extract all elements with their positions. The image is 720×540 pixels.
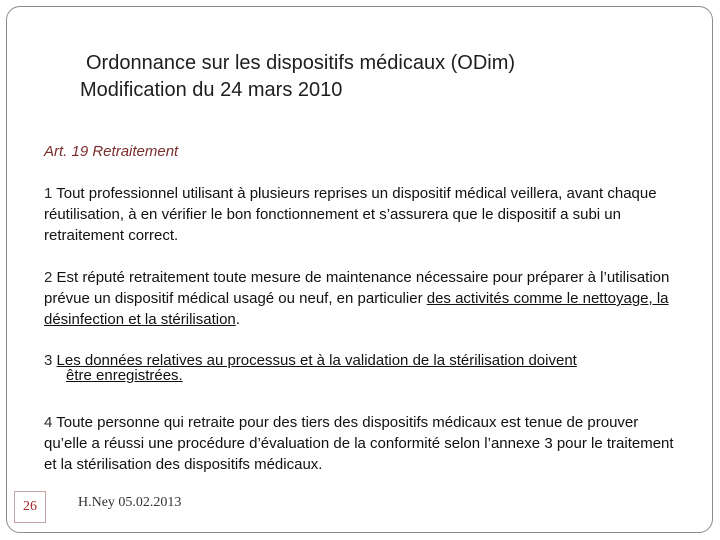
underlined-text: Les données relatives au processus et à la validation de la stérilisation doivent	[56, 352, 577, 369]
paragraph-text: Est réputé retraitement toute mesure de maintenance nécessaire pour préparer à l’utilisation prévue un dispositif médical usagé ou neuf, en particulier	[44, 269, 670, 307]
paragraph-text: Toute personne qui retraite pour des tiers des dispositifs médicaux est tenue de prouver qu’elle a réussi une procédure d’évaluation de la conformité selon l’annexe 3 pour le traitement et la stérilisation des dispositifs médicaux.	[44, 414, 674, 473]
page-number: 26	[23, 499, 37, 514]
article-heading: Art. 19 Retraitement	[44, 143, 179, 160]
paragraph-number: 4	[44, 414, 53, 431]
title-line-2: Modification du 24 mars 2010	[80, 79, 343, 101]
underlined-text-cont: être enregistrées.	[66, 367, 183, 384]
paragraph-1	[44, 183, 684, 246]
paragraph-end: .	[235, 311, 240, 328]
paragraph-4	[44, 412, 684, 475]
paragraph-2	[44, 267, 684, 330]
footer-author-date: H.Ney 05.02.2013	[78, 495, 182, 510]
paragraph-number: 3	[44, 352, 53, 369]
page-number-badge	[14, 491, 46, 523]
paragraph-number: 2	[44, 269, 53, 286]
paragraph-text: Tout professionnel utilisant à plusieurs reprises un dispositif médical veillera, avant chaque réutilisation, à en vérifier le bon fonctionnement et s’assurera que le dispositif a subi un retraitement correct.	[44, 185, 657, 244]
paragraph-number: 1	[44, 185, 53, 202]
paragraph-3	[44, 353, 684, 383]
slide-title	[80, 50, 680, 104]
underlined-text: des activités comme le nettoyage, la désinfection et la stérilisation	[44, 290, 669, 328]
title-line-1: Ordonnance sur les dispositifs médicaux (ODim)	[86, 52, 516, 74]
